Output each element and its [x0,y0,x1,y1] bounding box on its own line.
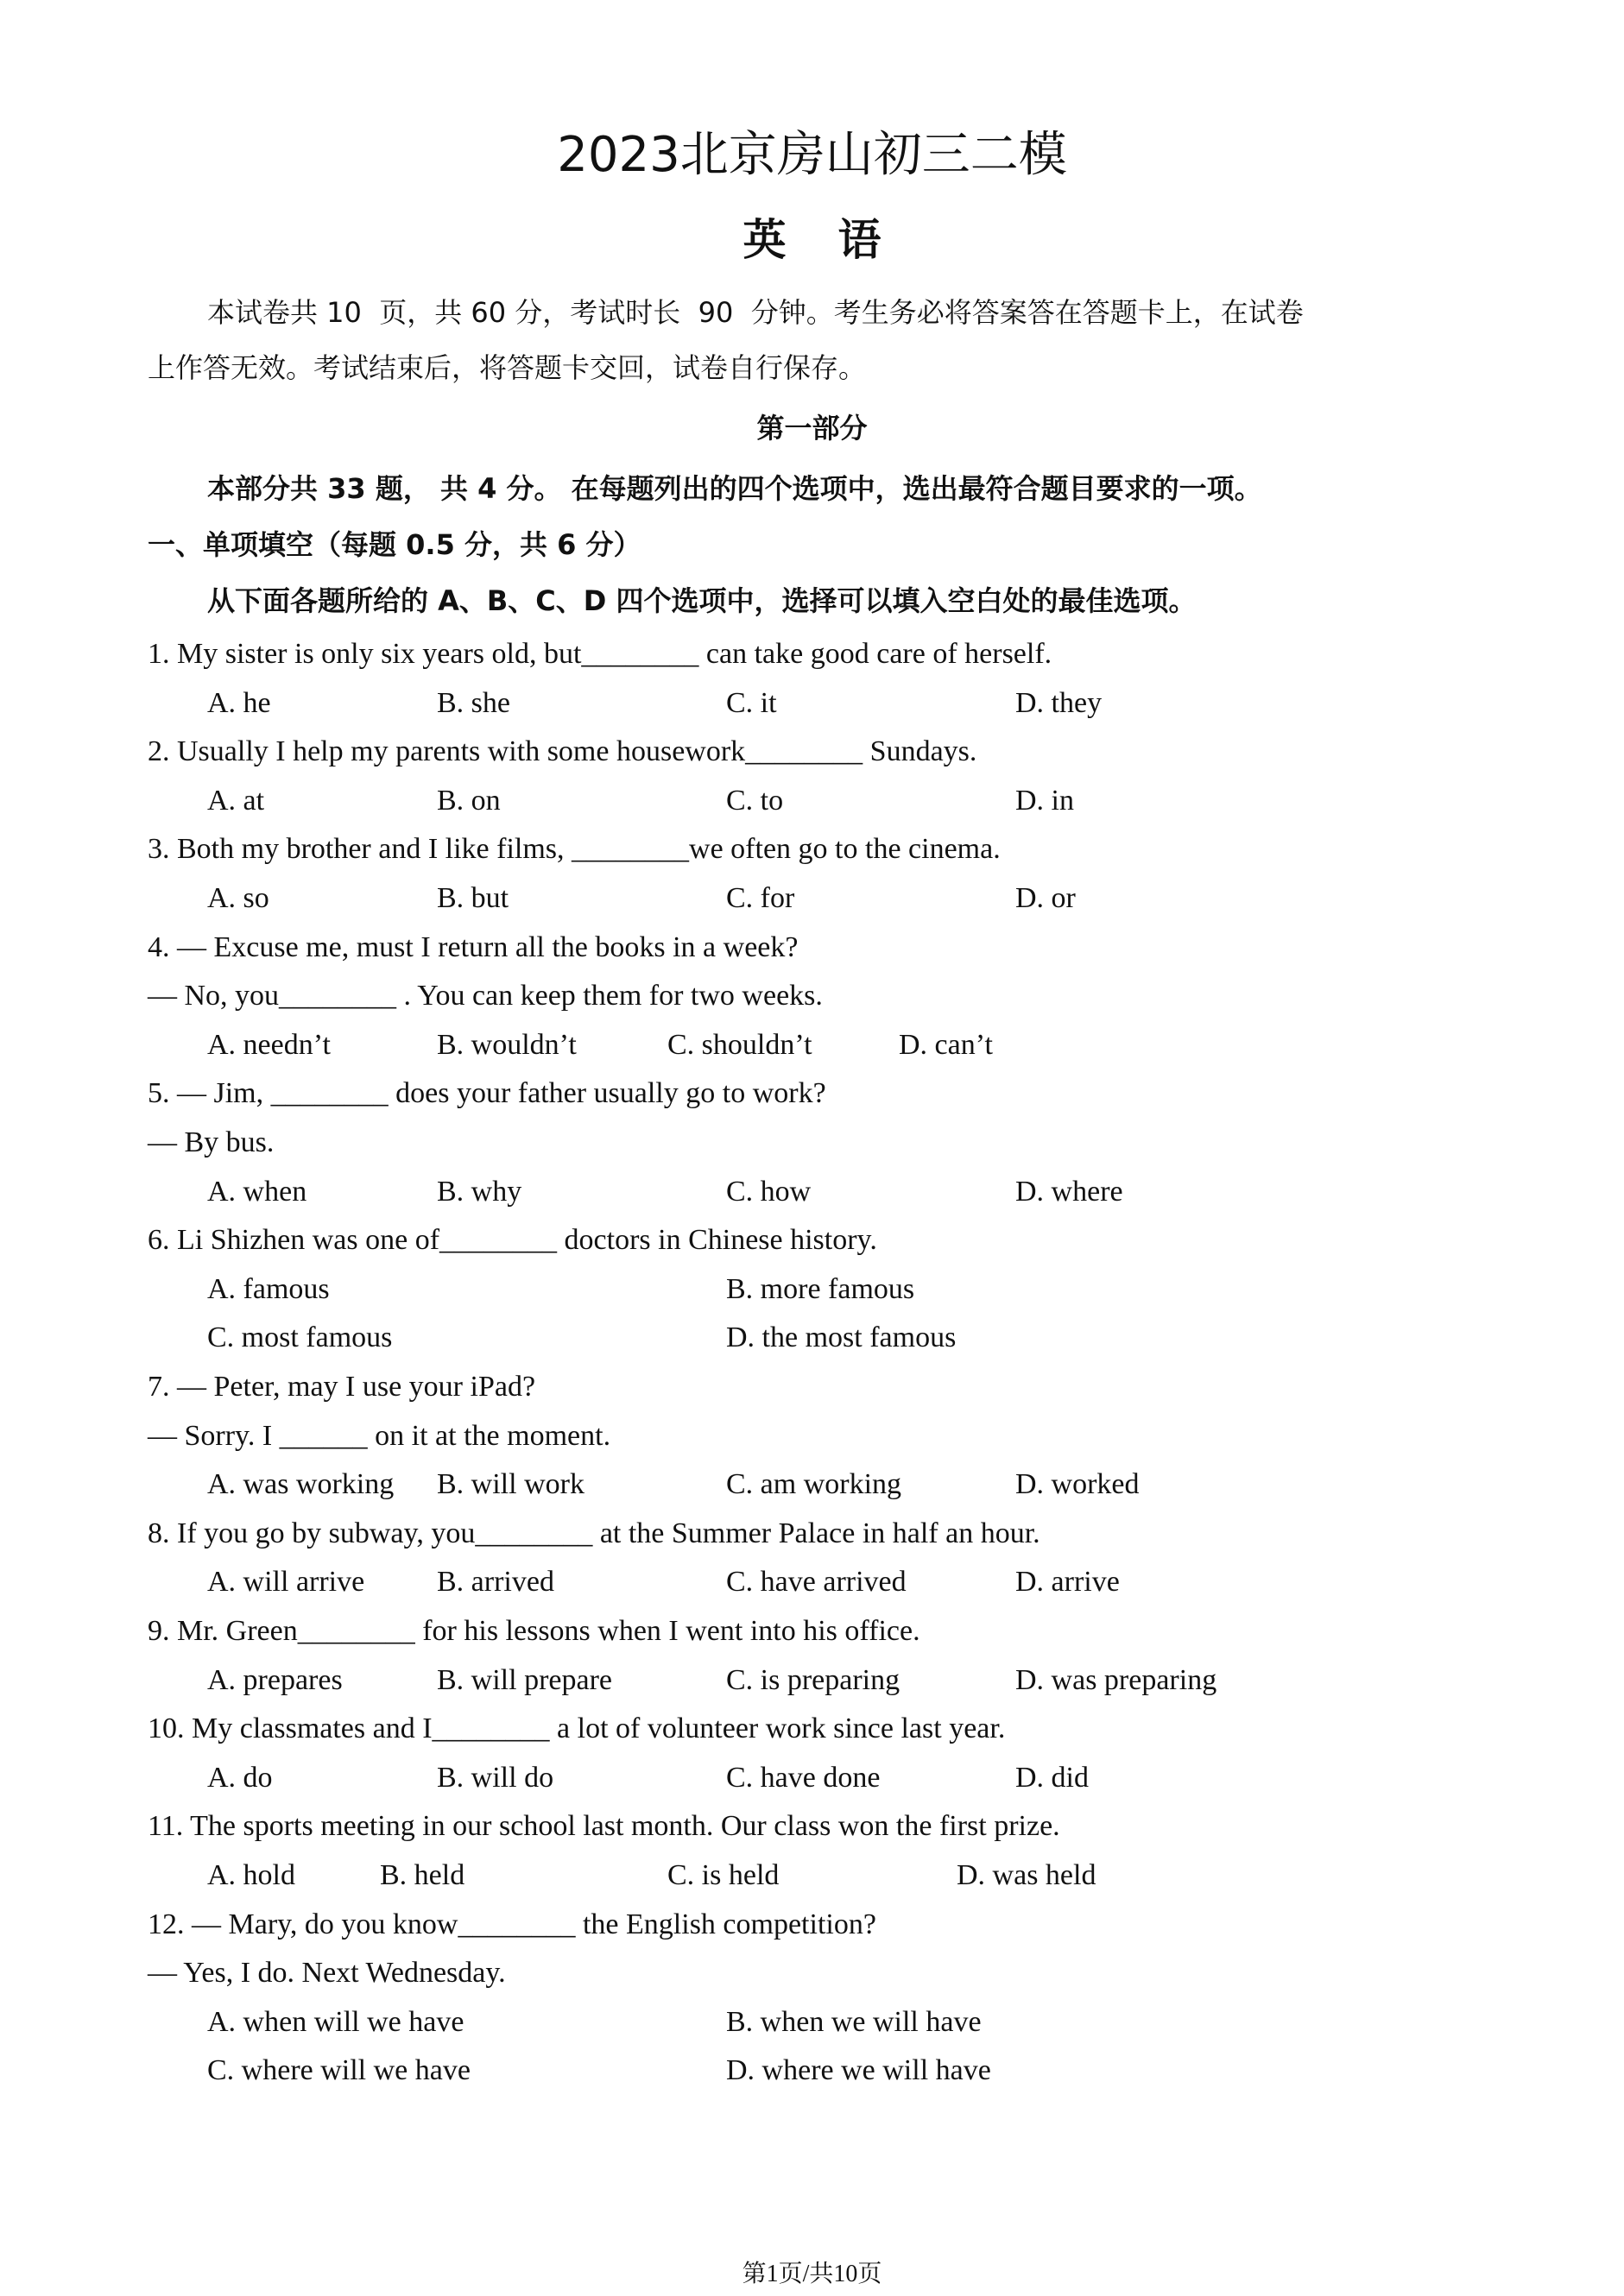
question-stem: 1. My sister is only six years old, but________ can take good care of herself. [148,638,1052,670]
question-stem: 5. — Jim, ________ does your father usually go to work? [148,1077,826,1110]
answer-option: D. worked [1015,1468,1140,1501]
answer-option: C. have done [726,1761,881,1794]
answer-option: A. at [207,784,265,817]
answer-option: C. am working [726,1468,902,1501]
question-stem: 7. — Peter, may I use your iPad? [148,1371,536,1403]
answer-option: D. where we will have [726,2054,991,2087]
question-stem: — Sorry. I ______ on it at the moment. [148,1419,611,1452]
answer-option: A. do [207,1761,273,1794]
page-footer: 第1页/共10页 [742,2261,882,2287]
question-stem: 3. Both my brother and I like films, ________we often go to the cinema. [148,833,1001,866]
answer-option: C. to [726,784,784,817]
question-stem: 10. My classmates and I________ a lot of volunteer work since last year. [148,1713,1006,1745]
question-stem: — Yes, I do. Next Wednesday. [148,1957,506,1990]
answer-option: B. more famous [726,1272,915,1305]
answer-option: B. wouldn’t [437,1028,577,1061]
answer-option: B. will prepare [437,1663,612,1696]
answer-option: C. is held [667,1859,780,1891]
answer-option: D. was preparing [1015,1663,1217,1696]
answer-option: B. she [437,686,510,719]
intro-line-1: 本试卷共 10 页，共 60 分，考试时长 90 分钟。考生务必将答案答在答题卡上，在试卷 [207,296,1304,329]
answer-option: A. so [207,882,269,914]
answer-option: D. or [1015,882,1076,914]
question-stem: 12. — Mary, do you know________ the English competition? [148,1908,876,1940]
answer-option: C. shouldn’t [667,1028,812,1061]
answer-option: A. hold [207,1859,295,1891]
answer-option: D. was held [957,1859,1096,1891]
answer-option: C. most famous [207,1321,393,1354]
answer-option: A. when will we have [207,2005,464,2038]
answer-option: D. can’t [899,1028,993,1061]
answer-option: A. when [207,1175,307,1208]
answer-option: A. will arrive [207,1566,365,1599]
answer-option: A. prepares [207,1663,343,1696]
page-title: 2023北京房山初三二模 [557,127,1067,183]
answer-option: B. will do [437,1761,554,1794]
answer-option: A. was working [207,1468,395,1501]
intro-line-2: 上作答无效。考试结束后，将答题卡交回，试卷自行保存。 [148,351,867,384]
question-stem: 11. The sports meeting in our school last month. Our class won the first prize. [148,1810,1060,1843]
answer-option: D. did [1015,1761,1089,1794]
answer-option: D. where [1015,1175,1123,1208]
question-stem: 2. Usually I help my parents with some housework________ Sundays. [148,735,977,768]
answer-option: B. on [437,784,501,817]
answer-option: D. they [1015,686,1103,719]
answer-option: D. arrive [1015,1566,1120,1599]
answer-option: B. will work [437,1468,585,1501]
answer-option: A. he [207,686,271,719]
answer-option: C. for [726,882,795,914]
answer-option: A. famous [207,1272,330,1305]
answer-option: C. it [726,686,777,719]
answer-option: C. is preparing [726,1663,900,1696]
answer-option: B. but [437,882,509,914]
part-instruction: 本部分共 33 题， 共 4 分。 在每题列出的四个选项中，选出最符合题目要求的一项。 [207,472,1262,505]
answer-option: D. the most famous [726,1321,957,1354]
part-title: 第一部分 [756,412,868,445]
question-stem: — No, you________ . You can keep them for two weeks. [148,980,823,1012]
question-stem: 6. Li Shizhen was one of________ doctors in Chinese history. [148,1224,877,1257]
answer-option: A. needn’t [207,1028,331,1061]
answer-option: C. how [726,1175,812,1208]
question-stem: 4. — Excuse me, must I return all the books in a week? [148,930,799,963]
section-instruction: 从下面各题所给的 A、B、C、D 四个选项中，选择可以填入空白处的最佳选项。 [207,584,1197,617]
answer-option: B. when we will have [726,2005,982,2038]
question-stem: 9. Mr. Green________ for his lessons when I went into his office. [148,1615,920,1647]
subject-title: 英语 [742,215,933,265]
section-title: 一、单项填空（每题 0.5 分，共 6 分） [148,528,641,561]
question-stem: 8. If you go by subway, you________ at the Summer Palace in half an hour. [148,1517,1040,1549]
answer-option: B. held [380,1859,465,1891]
answer-option: D. in [1015,784,1074,817]
answer-option: B. why [437,1175,522,1208]
answer-option: C. where will we have [207,2054,471,2087]
question-stem: — By bus. [148,1126,275,1158]
answer-option: B. arrived [437,1566,554,1599]
answer-option: C. have arrived [726,1566,907,1599]
